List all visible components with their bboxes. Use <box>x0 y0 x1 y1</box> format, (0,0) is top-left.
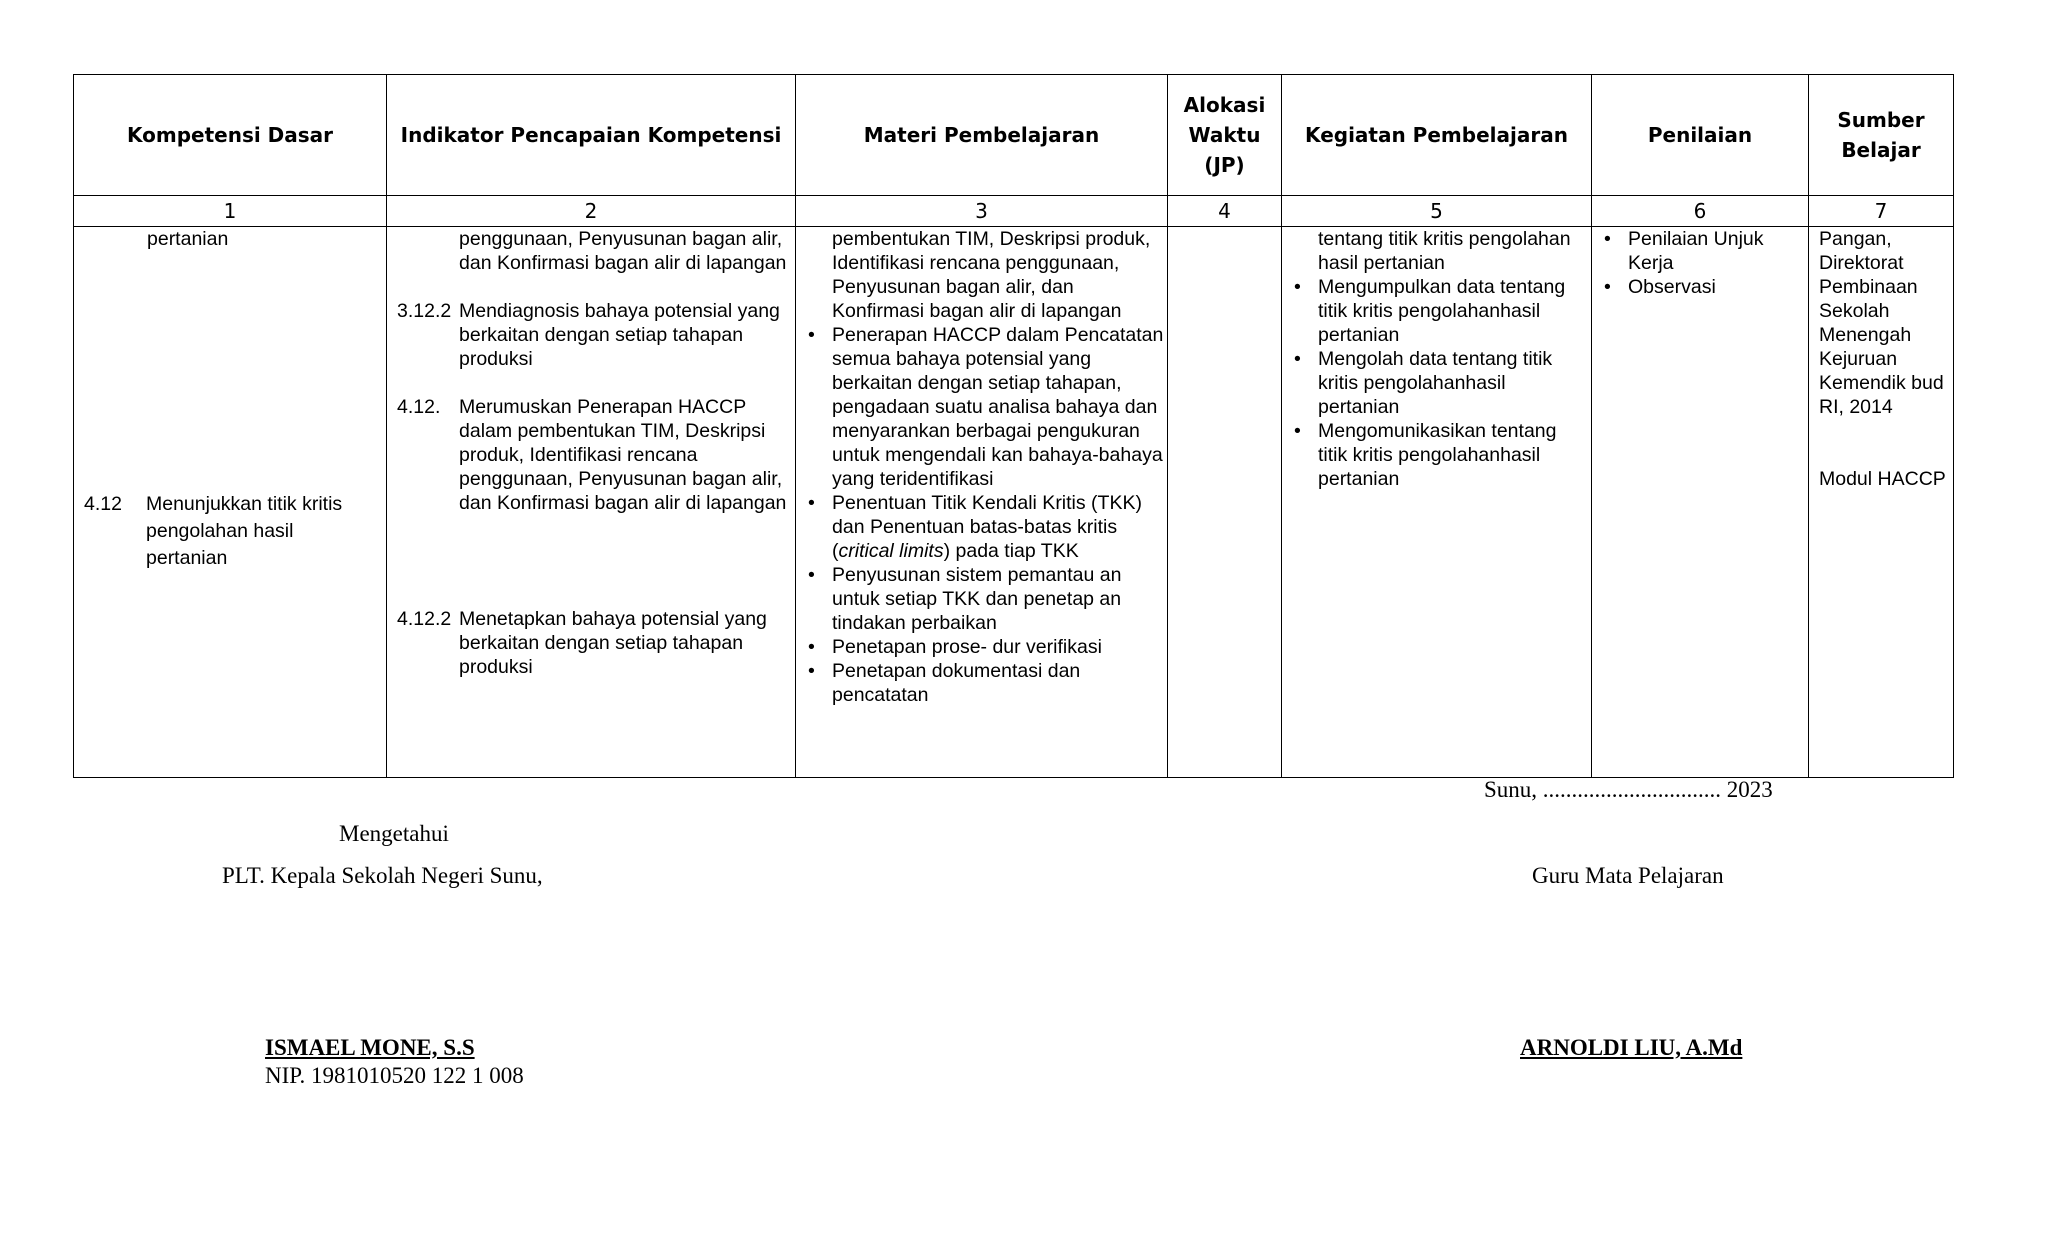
header-alokasi-waktu: Alokasi Waktu (JP) <box>1168 75 1282 196</box>
sumber-text-2: Modul HACCP <box>1819 468 1946 490</box>
materi-critical-italic: critical limits <box>838 540 944 562</box>
principal-nip: NIP. 1981010520 122 1 008 <box>265 1063 524 1088</box>
header-kompetensi-dasar: Kompetensi Dasar <box>74 75 387 196</box>
kd-text: Menunjukkan titik kritis pengolahan hasil pertanian <box>146 493 343 569</box>
header-sumber-belajar: Sumber Belajar <box>1809 75 1954 196</box>
sumber-text-1: Pangan, Direktorat Pembinaan Sekolah Menengah Kejuruan Kemendik bud RI, 2014 <box>1819 228 1944 418</box>
alokasi-waktu-cell <box>1168 227 1282 778</box>
kd-continued-text: pertanian <box>147 228 229 250</box>
header-kegiatan: Kegiatan Pembelajaran <box>1282 75 1592 196</box>
indikator-text: Menetapkan bahaya potensial yang berkaitan dengan setiap tahapan produksi <box>459 608 767 678</box>
indikator-cell <box>387 227 796 778</box>
materi-item-text: Penentuan Titik Kendali Kritis (TKK) dan Penentuan batas-batas <box>832 492 1142 538</box>
penilaian-item: • Penilaian Unjuk Kerja <box>1592 227 1808 275</box>
materi-critical-pre: kritis ( <box>832 516 1118 562</box>
materi-cell <box>796 227 1168 778</box>
kegiatan-list <box>1282 227 1591 491</box>
principal-name: ISMAEL MONE, S.S <box>265 1035 475 1060</box>
syllabus-table <box>73 74 1954 778</box>
kompetensi-dasar-cell <box>74 227 387 778</box>
header-row <box>74 75 1954 196</box>
indikator-code: 3.12.2 <box>397 300 452 322</box>
date-line: Sunu, ............................... 2023 <box>1484 777 1773 802</box>
indikator-text: Merumuskan Penerapan HACCP dalam pembentukan TIM, Deskripsi produk, Identifikasi rencana penggunaan, Penyusunan bagan alir, dan Konfirmasi bagan alir di lapangan <box>459 396 787 514</box>
content-row <box>74 227 1954 778</box>
teacher-name: ARNOLDI LIU, A.Md <box>1520 1035 1743 1060</box>
kegiatan-item: • Mengumpulkan data tentang titik kritis pengolahanhasil pertanian <box>1282 275 1591 347</box>
kd-code: 4.12 <box>84 493 122 515</box>
header-materi: Materi Pembelajaran <box>796 75 1168 196</box>
penilaian-list <box>1592 227 1808 299</box>
indikator-code: 4.12.2 <box>397 608 452 630</box>
indikator-text: Mendiagnosis bahaya potensial yang berkaitan dengan setiap tahapan produksi <box>459 300 780 370</box>
teacher-title: Guru Mata Pelajaran <box>1532 863 1724 888</box>
column-number: 2 <box>387 196 796 227</box>
column-number: 6 <box>1592 196 1809 227</box>
indikator-code: 4.12. <box>397 396 441 418</box>
materi-item: • Penetapan prose- dur verifikasi <box>796 635 1167 659</box>
indikator-continued-text: penggunaan, Penyusunan bagan alir, dan Konfirmasi bagan alir di lapangan <box>459 228 787 274</box>
kegiatan-item: • Mengomunikasikan tentang titik kritis pengolahanhasil pertanian <box>1282 419 1591 491</box>
materi-item: • Penerapan HACCP dalam Pencatatan semua bahaya potensial yang berkaitan dengan setiap tahapan, pengadaan suatu analisa bahaya dan menyarankan berbagai pengukuran untuk mengendali kan bahaya-bahaya yang teridentifikasi <box>796 323 1167 491</box>
column-number: 4 <box>1168 196 1282 227</box>
materi-critical-post: ) pada tiap TKK <box>943 540 1079 562</box>
penilaian-cell <box>1592 227 1809 778</box>
column-number: 7 <box>1809 196 1954 227</box>
materi-item: • Penetapan dokumentasi dan pencatatan <box>796 659 1167 707</box>
column-number: 5 <box>1282 196 1592 227</box>
kegiatan-item: • Mengolah data tentang titik kritis pengolahanhasil pertanian <box>1282 347 1591 419</box>
kegiatan-cell <box>1282 227 1592 778</box>
sumber-belajar-cell <box>1809 227 1954 778</box>
principal-title: PLT. Kepala Sekolah Negeri Sunu, <box>222 863 543 888</box>
column-number: 3 <box>796 196 1168 227</box>
mengetahui-label: Mengetahui <box>339 821 449 846</box>
materi-item: • Penyusunan sistem pemantau an untuk setiap TKK dan penetap an tindakan perbaikan <box>796 563 1167 635</box>
column-number: 1 <box>74 196 387 227</box>
materi-list <box>796 227 1167 707</box>
header-indikator: Indikator Pencapaian Kompetensi <box>387 75 796 196</box>
materi-item <box>796 491 1167 563</box>
materi-continued: pembentukan TIM, Deskripsi produk, Identifikasi rencana penggunaan, Penyusunan bagan alir, dan Konfirmasi bagan alir di lapangan <box>832 228 1151 322</box>
header-penilaian: Penilaian <box>1592 75 1809 196</box>
kegiatan-continued: tentang titik kritis pengolahan hasil pertanian <box>1318 228 1571 274</box>
column-number-row <box>74 196 1954 227</box>
penilaian-item: • Observasi <box>1592 275 1808 299</box>
